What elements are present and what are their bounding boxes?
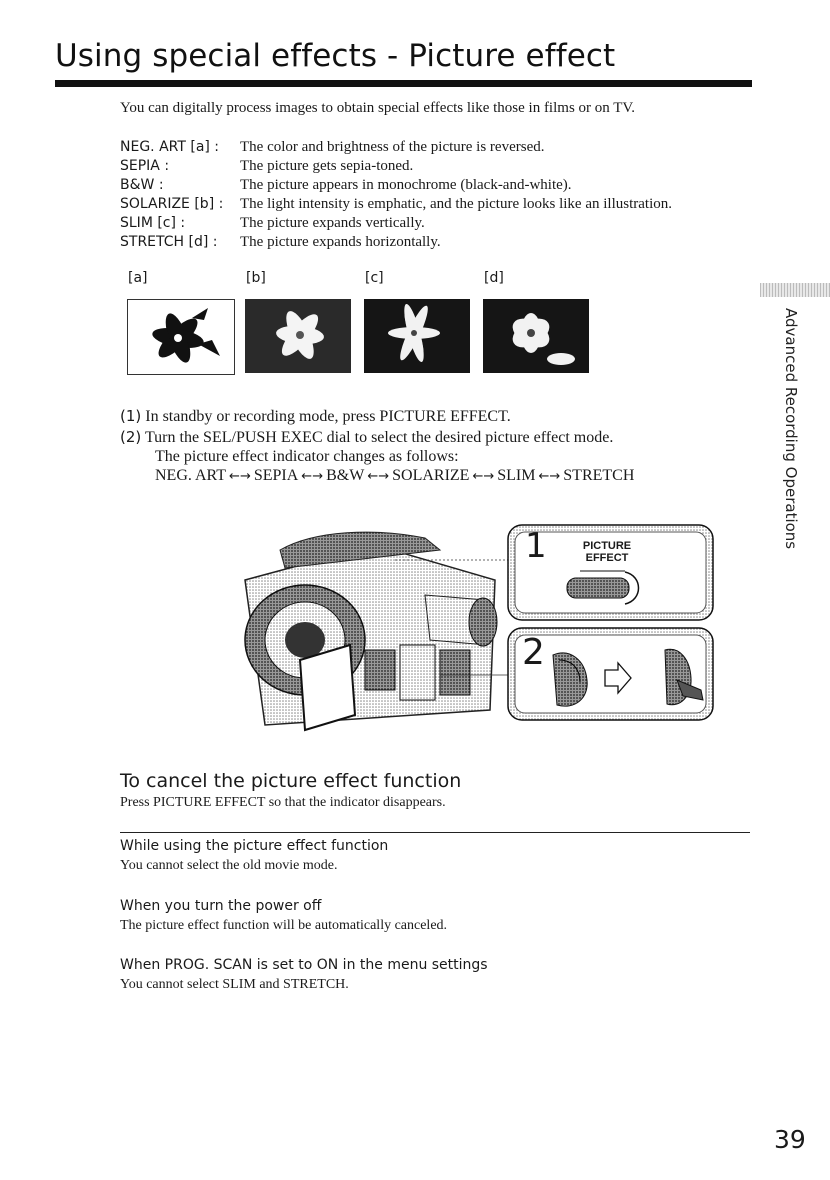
page-number: 39 [774,1125,806,1154]
step-2 [120,428,613,447]
double-arrow-icon: ←→ [301,469,324,484]
callout-number-1: 1 [525,526,547,566]
double-arrow-icon: ←→ [229,469,251,484]
effect-term: STRETCH [d] : [120,234,218,250]
note-text: You cannot select the old movie mode. [120,858,338,873]
sequence-item: SOLARIZE [392,467,470,484]
effect-desc: The light intensity is emphatic, and the picture looks like an illustration. [240,196,672,212]
image-label-a: [a] [128,270,148,286]
thumb-neg-art [127,299,235,375]
image-label-d: [d] [484,270,504,286]
button-label-line: EFFECT [585,552,629,564]
sequence-item: B&W [326,467,365,484]
step-text: In standby or recording mode, press PICTURE EFFECT. [145,408,511,425]
image-label-b: [b] [246,270,266,286]
sequence-item: SEPIA [253,467,299,484]
effect-term: B&W : [120,177,164,193]
step-text: Turn the SEL/PUSH EXEC dial to select the desired picture effect mode. [144,429,614,446]
effect-term: NEG. ART [a] : [120,139,220,155]
callout-number-2: 2 [522,632,545,673]
intro-text: You can digitally process images to obtain special effects like those in films or on TV. [120,100,636,116]
effect-desc: The color and brightness of the picture is reversed. [240,139,545,155]
picture-effect-button-label [582,540,632,564]
double-arrow-icon: ←→ [367,469,390,484]
double-arrow-icon: ←→ [538,469,561,484]
effect-term: SOLARIZE [b] : [120,196,224,212]
effect-sequence [155,467,634,485]
thumb-solarize [245,299,351,373]
effect-desc: The picture expands horizontally. [240,234,441,250]
sequence-item: NEG. ART [155,467,227,484]
step-2-subtext: The picture effect indicator changes as follows: [155,448,459,465]
cancel-heading: To cancel the picture effect function [120,770,462,792]
camcorder-illustration [225,520,725,750]
image-label-c: [c] [365,270,384,286]
effect-term: SLIM [c] : [120,215,186,231]
note-heading: While using the picture effect function [120,838,389,854]
notes-divider [120,832,750,833]
step-number: (2) [120,428,142,446]
section-tab-marker [760,283,830,297]
thumb-slim [364,299,470,373]
note-text: You cannot select SLIM and STRETCH. [120,977,349,992]
section-tab-label: Advanced Recording Operations [782,308,800,550]
sequence-item: STRETCH [563,467,635,484]
note-text: The picture effect function will be automatically canceled. [120,918,448,933]
sequence-item: SLIM [497,467,536,484]
step-1 [120,407,511,426]
double-arrow-icon: ←→ [472,469,495,484]
effect-desc: The picture expands vertically. [240,215,425,231]
effect-desc: The picture appears in monochrome (black-and-white). [240,177,572,193]
effect-desc: The picture gets sepia-toned. [240,158,414,174]
note-heading: When PROG. SCAN is set to ON in the menu settings [120,957,488,973]
thumb-stretch [483,299,589,373]
page-title: Using special effects - Picture effect [55,38,616,74]
button-label-line: PICTURE [582,540,632,552]
effect-term: SEPIA : [120,158,170,174]
cancel-text: Press PICTURE EFFECT so that the indicator disappears. [120,795,446,810]
title-rule [55,80,752,87]
step-number: (1) [120,407,142,425]
note-heading: When you turn the power off [120,898,322,914]
